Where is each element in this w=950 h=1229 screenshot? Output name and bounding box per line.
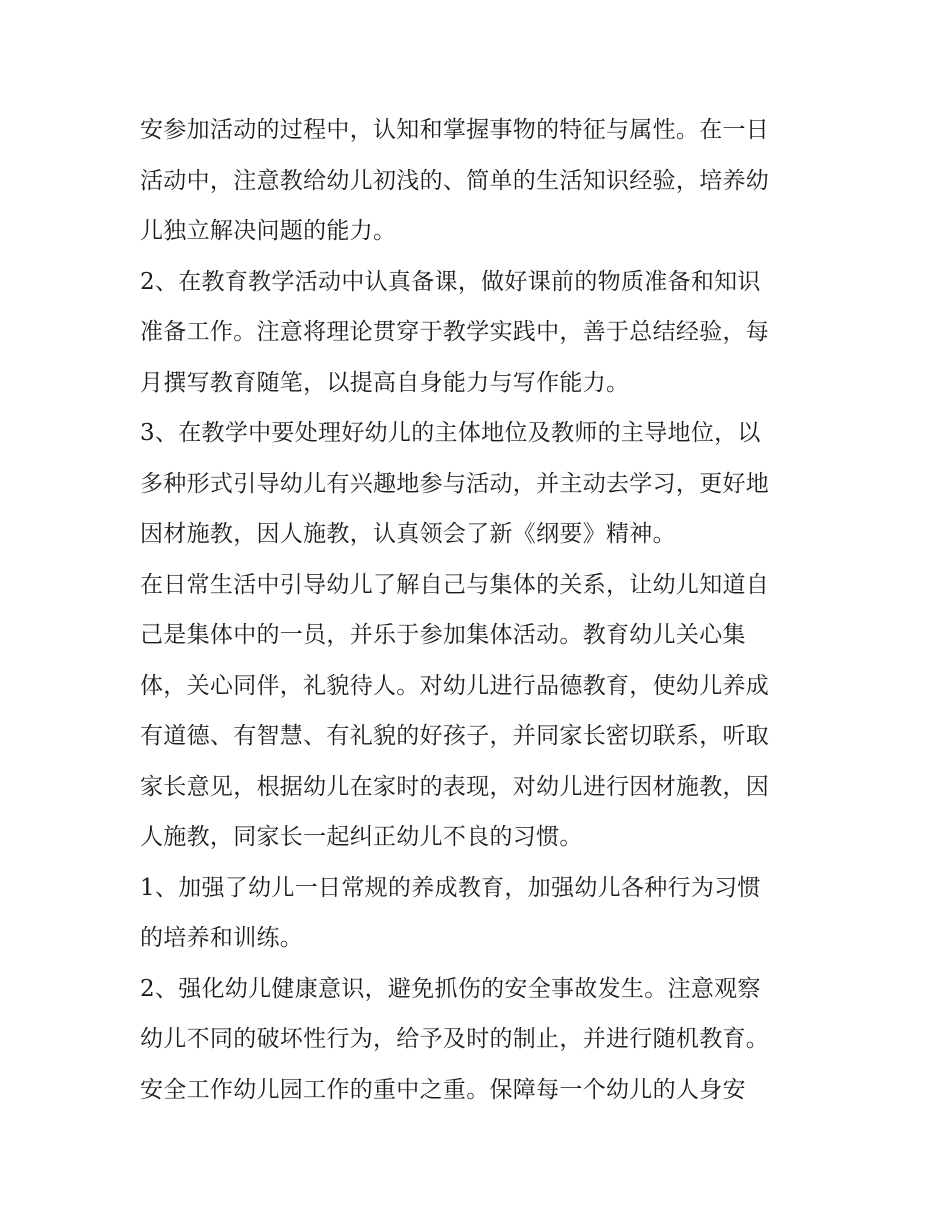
text-line: 活动中，注意教给幼儿初浅的、简单的生活知识经验，培养幼 xyxy=(140,167,770,194)
text-line: 月撰写教育随笔，以提高自身能力与写作能力。 xyxy=(140,369,630,396)
text-line: 3、在教学中要处理好幼儿的主体地位及教师的主导地位，以 xyxy=(140,420,761,446)
text-line: 己是集体中的一员，并乐于参加集体活动。教育幼儿关心集 xyxy=(140,622,746,648)
text-line: 幼儿不同的破坏性行为，给予及时的制止，并进行随机教育。 xyxy=(140,1026,770,1052)
document-page xyxy=(140,105,820,1115)
text-line: 儿独立解决问题的能力。 xyxy=(140,218,397,244)
text-line: 有道德、有智慧、有礼貌的好孩子，并同家长密切联系，听取 xyxy=(140,723,770,749)
text-line: 家长意见，根据幼儿在家时的表现，对幼儿进行因材施教，因 xyxy=(140,773,770,800)
text-line: 2、在教育教学活动中认真备课，做好课前的物质准备和知识 xyxy=(140,268,761,295)
text-line: 人施教，同家长一起纠正幼儿不良的习惯。 xyxy=(140,824,583,850)
text-line: 1、加强了幼儿一日常规的养成教育，加强幼儿各种行为习惯 xyxy=(140,874,761,901)
text-line: 准备工作。注意将理论贯穿于教学实践中，善于总结经验，每 xyxy=(140,319,770,345)
text-line: 在日常生活中引导幼儿了解自己与集体的关系，让幼儿知道自 xyxy=(140,571,770,598)
text-line: 因材施教，因人施教，认真领会了新《纲要》精神。 xyxy=(140,521,676,547)
text-line: 安参加活动的过程中，认知和掌握事物的特征与属性。在一日 xyxy=(140,117,770,143)
text-line: 2、强化幼儿健康意识，避免抓伤的安全事故发生。注意观察 xyxy=(140,975,761,1002)
text-line: 安全工作幼儿园工作的重中之重。保障每一个幼儿的人身安 xyxy=(140,1076,746,1103)
text-line: 体，关心同伴，礼貌待人。对幼儿进行品德教育，使幼儿养成 xyxy=(140,672,770,699)
text-line: 的培养和训练。 xyxy=(140,925,304,951)
text-line: 多种形式引导幼儿有兴趣地参与活动，并主动去学习，更好地 xyxy=(140,470,770,497)
